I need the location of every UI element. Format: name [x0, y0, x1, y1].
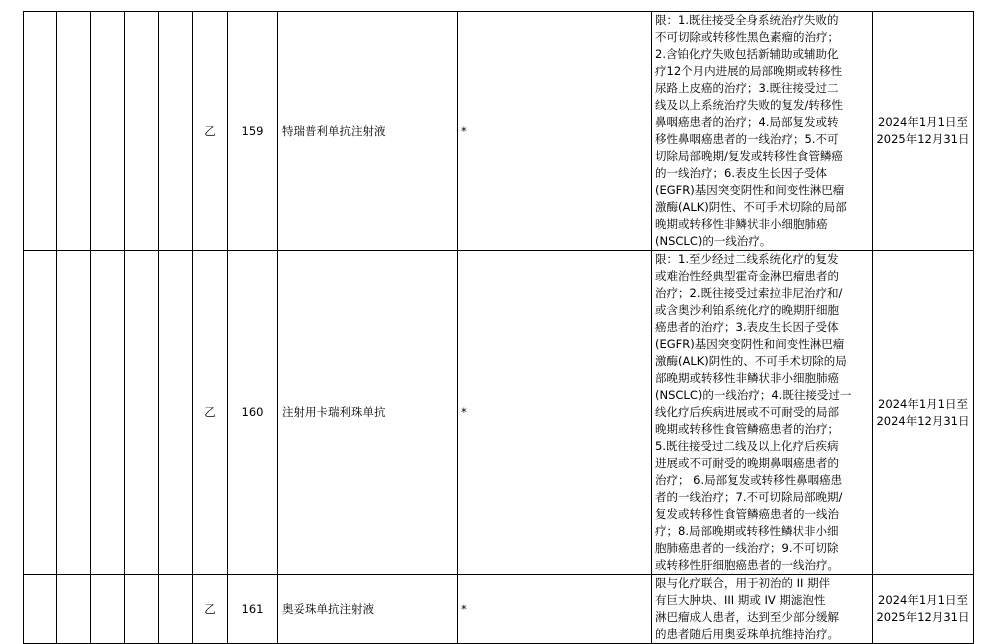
empty-cell [57, 12, 91, 251]
validity-period-cell [873, 12, 974, 251]
category-cell: 乙 [193, 251, 228, 575]
conditions-cell [652, 12, 873, 251]
table-row [24, 575, 974, 644]
drug-name-cell: 注射用卡瑞利珠单抗 [278, 251, 458, 575]
empty-cell [24, 575, 57, 644]
empty-cell [24, 12, 57, 251]
empty-cell [91, 12, 125, 251]
conditions-text: 限与化疗联合，用于初治的 II 期伴 有巨大肿块、III 期或 IV 期滤泡性 淋巴瘤成人患者，达到至少部分缓解 的患者随后用奥妥珠单抗维持治疗。 [655, 576, 839, 641]
conditions-text: 限：1.至少经过二线系统化疗的复发 或难治性经典型霍奇金淋巴瘤患者的 治疗；2.既往接受过索拉非尼治疗和/ 或含奥沙利铂系统化疗的晚期肝细胞 癌患者的治疗；3.表皮生长因子受体 (EGFR)基因突变阴性和间变性淋巴瘤 激酶(ALK)阴性的、不可手术切除的局 部晚期或转移性非鳞状非小细胞肺癌 (NSCLC)的一线治疗；4.既往接受过一 线化疗后疾病进展或不可耐受的局部 晚期或转移性食管鳞癌患者的治疗； 5.既往接受过二线及以上化疗后疾病 进展或不可耐受的晚期鼻咽癌患者的 治疗； 6.局部复发或转移性鼻咽癌患 者的一线治疗；7.不可切除局部晚期/ 复发或转移性食管鳞癌患者的一线治 疗；8.局部晚期或转移性鳞状非小细 胞肺癌患者的一线治疗；9.不可切除 或转移性肝细胞癌患者的一线治疗。 [655, 252, 852, 572]
table-row [24, 12, 974, 251]
empty-cell [24, 251, 57, 575]
category-cell: 乙 [193, 12, 228, 251]
mark-cell: * [458, 575, 652, 644]
validity-period-cell [873, 575, 974, 644]
drug-name-cell: 奥妥珠单抗注射液 [278, 575, 458, 644]
mark-cell: * [458, 12, 652, 251]
date-end: 2025年12月31日 [876, 132, 970, 146]
empty-cell [91, 251, 125, 575]
empty-cell [159, 575, 193, 644]
empty-cell [57, 251, 91, 575]
table-row [24, 251, 974, 575]
number-cell: 159 [228, 12, 278, 251]
conditions-cell [652, 251, 873, 575]
mark-cell: * [458, 251, 652, 575]
empty-cell [91, 575, 125, 644]
conditions-cell [652, 575, 873, 644]
date-start: 2024年1月1日至 [878, 115, 968, 129]
date-start: 2024年1月1日至 [878, 396, 968, 411]
empty-cell [57, 575, 91, 644]
number-cell: 161 [228, 575, 278, 644]
number-cell: 160 [228, 251, 278, 575]
drug-list-table [23, 11, 974, 644]
empty-cell [125, 251, 159, 575]
conditions-text: 限：1.既往接受全身系统治疗失败的 不可切除或转移性黑色素瘤的治疗； 2.含铂化疗失败包括新辅助或辅助化 疗12个月内进展的局部晚期或转移性 尿路上皮癌的治疗；3.既往接受过二 线及以上系统治疗失败的复发/转移性 鼻咽癌患者的治疗；4.局部复发或转 移性鼻咽癌患者的一线治疗；5.不可 切除局部晚期/复发或转移性食管鳞癌 的一线治疗；6.表皮生长因子受体 (EGFR)基因突变阴性和间变性淋巴瘤 激酶(ALK)阴性、不可手术切除的局部 晚期或转移性非鳞状非小细胞肺癌 (NSCLC)的一线治疗。 [655, 13, 847, 248]
date-start: 2024年1月1日至 [878, 593, 968, 607]
validity-period-cell [873, 251, 974, 575]
date-end: 2024年12月31日 [876, 413, 970, 428]
empty-cell [159, 251, 193, 575]
empty-cell [159, 12, 193, 251]
empty-cell [125, 575, 159, 644]
empty-cell [125, 12, 159, 251]
date-end: 2025年12月31日 [876, 610, 970, 624]
drug-name-cell: 特瑞普利单抗注射液 [278, 12, 458, 251]
category-cell: 乙 [193, 575, 228, 644]
